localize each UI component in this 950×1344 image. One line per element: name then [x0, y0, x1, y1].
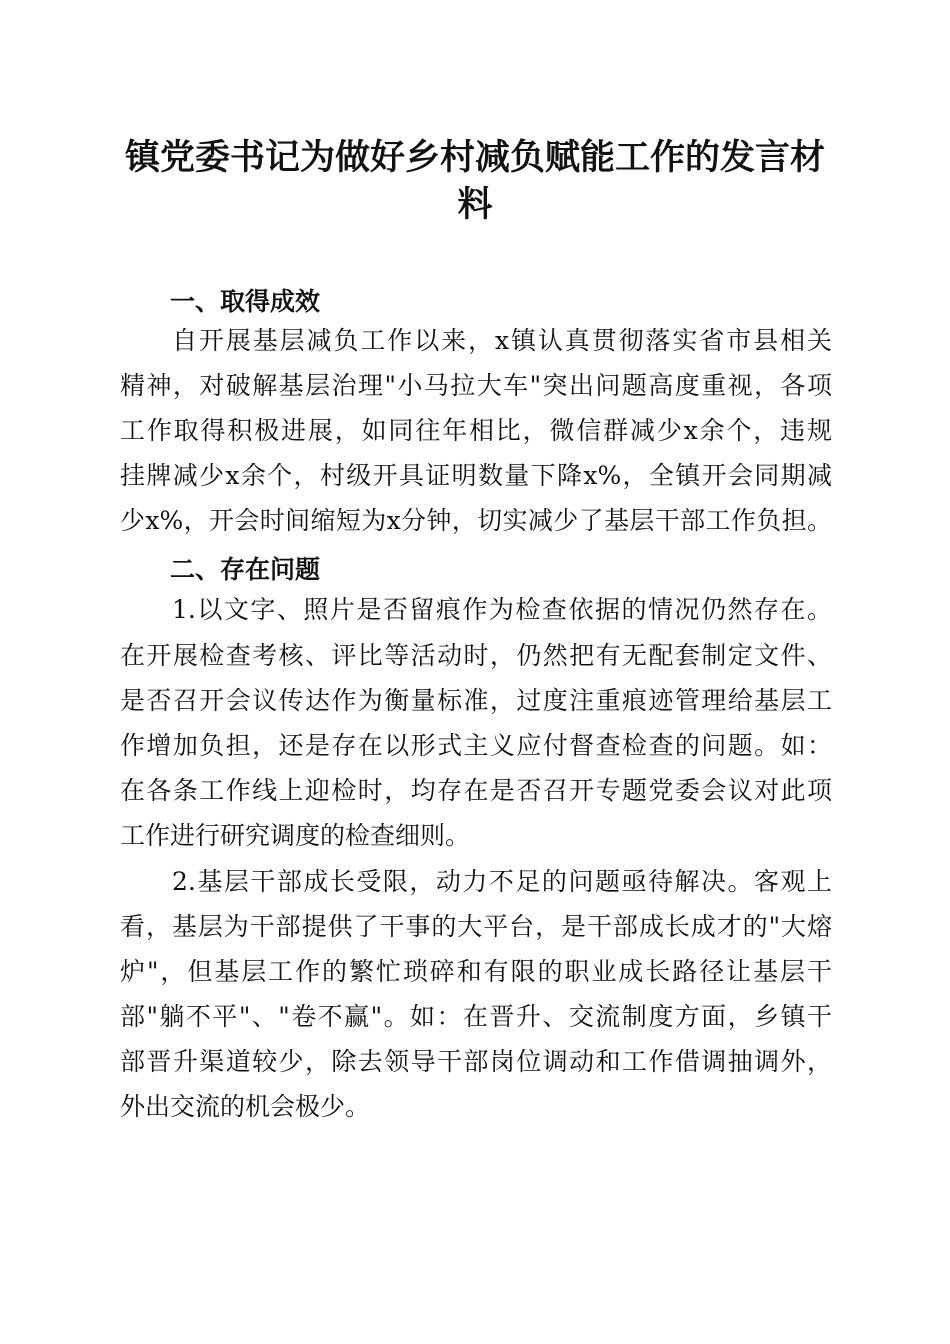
paragraph-line: 自开展基层减负工作以来，x镇认真贯彻落实省市县相关	[172, 326, 832, 355]
paragraph-line: 在各条工作线上迎检时，均存在是否召开专题党委会议对此项	[120, 776, 832, 805]
paragraph-line: 少x%，开会时间缩短为x分钟，切实减少了基层干部工作负担。	[120, 506, 832, 535]
paragraph-line: 1.以文字、照片是否留痕作为检查依据的情况仍然存在。	[172, 595, 832, 624]
paragraph-line: 工作取得积极进展，如同往年相比，微信群减少x余个，违规	[120, 416, 832, 445]
paragraph-line: 在开展检查考核、评比等活动时，仍然把有无配套制定文件、	[120, 641, 832, 670]
paragraph-line: 2.基层干部成长受限，动力不足的问题亟待解决。客观上	[172, 867, 832, 896]
title-line: 镇党委书记为做好乡村减负赋能工作的发言材	[124, 137, 825, 178]
paragraph-line: 工作进行研究调度的检查细则。	[120, 821, 471, 850]
title-line: 料	[457, 184, 493, 225]
document-title	[110, 134, 840, 228]
section-heading: 二、存在问题	[170, 555, 321, 584]
paragraph-line: 挂牌减少x余个，村级开具证明数量下降x%，全镇开会同期减	[120, 461, 832, 490]
paragraph-line: 看，基层为干部提供了干事的大平台，是干部成长成才的"大熔	[120, 912, 832, 941]
section-heading: 一、取得成效	[170, 287, 321, 316]
paragraph-line: 作增加负担，还是存在以形式主义应付督查检查的问题。如：	[120, 731, 832, 760]
paragraph-line: 精神，对破解基层治理"小马拉大车"突出问题高度重视，各项	[120, 371, 832, 400]
paragraph-line: 外出交流的机会极少。	[120, 1092, 371, 1121]
paragraph-line: 炉"，但基层工作的繁忙琐碎和有限的职业成长路径让基层干	[120, 957, 832, 986]
paragraph-line: 部"躺不平"、"卷不赢"。如：在晋升、交流制度方面，乡镇干	[120, 1002, 832, 1031]
paragraph-line: 是否召开会议传达作为衡量标准，过度注重痕迹管理给基层工	[120, 686, 832, 715]
paragraph-line: 部晋升渠道较少，除去领导干部岗位调动和工作借调抽调外，	[120, 1047, 832, 1076]
